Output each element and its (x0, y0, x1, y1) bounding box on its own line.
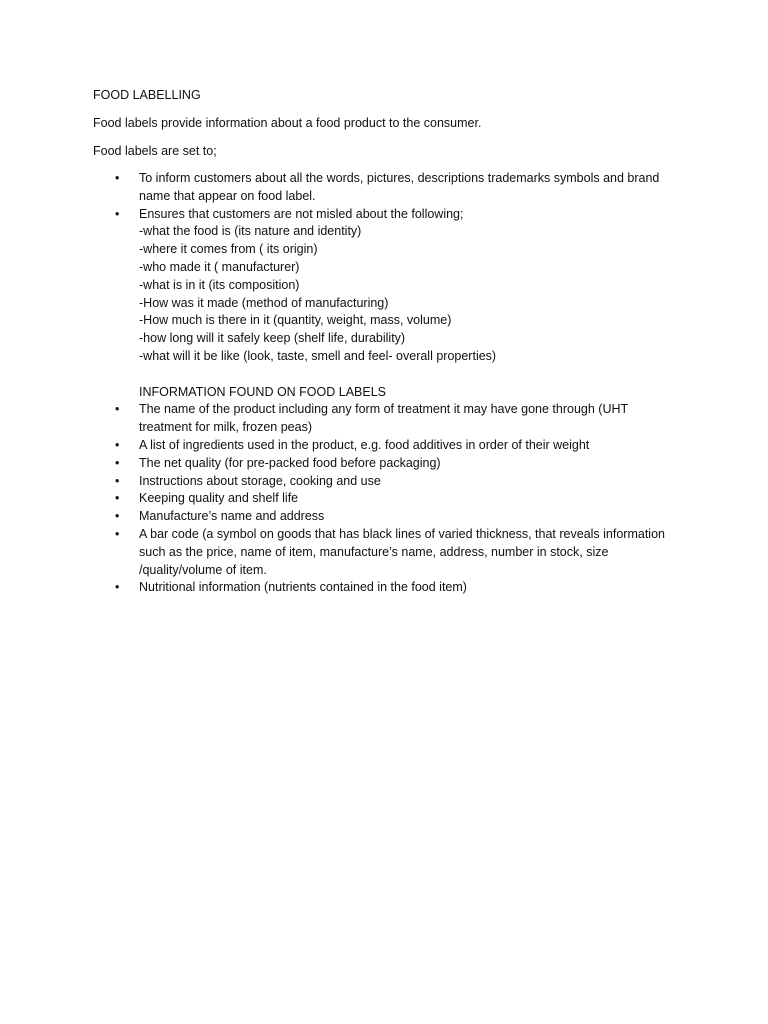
bullet-icon: • (115, 206, 120, 221)
misled-sub-line: -who made it ( manufacturer) (139, 259, 300, 274)
information-item-text: Manufacture’s name and address (139, 509, 325, 524)
bullet-icon: • (115, 402, 120, 417)
misled-sub-line: -how long will it safely keep (shelf life, durability) (139, 331, 406, 346)
information-item-text: The name of the product including any form of treatment it may have gone through (UHT treatment for milk, frozen peas) (139, 402, 628, 435)
list-item (0, 579, 679, 597)
information-item-text: Instructions about storage, cooking and use (139, 473, 381, 488)
bullet-icon: • (115, 473, 120, 488)
misled-sub-line: -How was it made (method of manufacturing) (139, 295, 389, 310)
misled-sub-line: -where it comes from ( its origin) (139, 242, 318, 257)
intro-paragraph: Food labels provide information about a food product to the consumer. (93, 116, 482, 130)
misled-sub-line: -How much is there in it (quantity, weight, mass, volume) (139, 313, 452, 328)
misled-sub-line: -what will it be like (look, taste, smell and feel- overall properties) (139, 348, 497, 363)
list-item (0, 401, 679, 437)
bullet-icon: • (115, 491, 120, 506)
list-item (0, 170, 679, 206)
list-item (0, 490, 679, 508)
list-item (0, 473, 679, 491)
bullet-icon: • (115, 526, 120, 541)
set-to-paragraph: Food labels are set to; (93, 144, 217, 158)
information-item-text: Keeping quality and shelf life (139, 491, 299, 506)
bullet-icon: • (115, 580, 120, 595)
list-item (0, 455, 679, 473)
information-item-text: A list of ingredients used in the product, e.g. food additives in order of their weight (139, 437, 590, 452)
bullet-list (0, 170, 768, 597)
misled-sub-line: -what the food is (its nature and identity) (139, 224, 362, 239)
list-item (0, 206, 679, 366)
list-item (0, 526, 679, 579)
information-item-text: The net quality (for pre-packed food before packaging) (139, 455, 441, 470)
list-item (0, 437, 679, 455)
list-item (0, 508, 679, 526)
bullet-icon: • (115, 437, 120, 452)
bullet-icon: • (115, 509, 120, 524)
document-title: FOOD LABELLING (93, 88, 201, 102)
purpose-text: To inform customers about all the words, pictures, descriptions trademarks symbols and brand name that appear on food label. (139, 171, 660, 203)
bullet-icon: • (115, 171, 120, 185)
misled-sub-line: -what is in it (its composition) (139, 277, 300, 292)
information-item-text: Nutritional information (nutrients contained in the food item) (139, 580, 467, 595)
information-item-text: A bar code (a symbol on goods that has black lines of varied thickness, that reveals information such as the price, name of item, manufacture’s name, address, number in stock, size /quality/volume of item. (139, 526, 665, 577)
purpose-text: Ensures that customers are not misled about the following; (139, 206, 464, 221)
section-heading: INFORMATION FOUND ON FOOD LABELS (139, 384, 387, 399)
bullet-icon: • (115, 455, 120, 470)
